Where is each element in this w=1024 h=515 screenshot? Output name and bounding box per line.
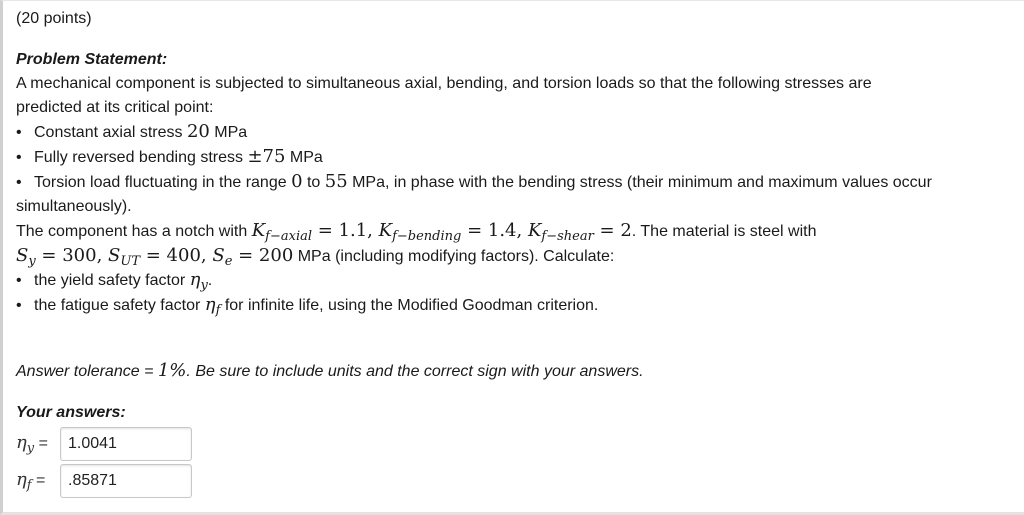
answer-row-yield — [16, 427, 192, 461]
bullet-axial-stress: • Constant axial stress 20 MPa — [16, 121, 248, 142]
fatigue-safety-factor-input[interactable]: .85871 — [60, 464, 192, 498]
bullet-icon: • — [16, 149, 22, 166]
task-fatigue-factor: • the fatigue safety factor $\eta_f$ for infinite life, using the Modified Goodman criterion. — [16, 294, 599, 318]
bullet-icon: • — [16, 174, 22, 191]
bullet-bending-stress: • Fully reversed bending stress ±75 MPa — [16, 146, 323, 167]
problem-heading: Problem Statement: — [16, 51, 168, 68]
bullet-icon: • — [16, 297, 22, 314]
answers-heading: Your answers: — [16, 404, 126, 421]
bullet-icon: • — [16, 272, 22, 289]
answer-label-yield: $\eta_y$ = — [16, 432, 48, 456]
bullet-torsion-load: • Torsion load fluctuating in the range 0 to 55 MPa, in phase with the bending stress (their minimum and maximum values occur — [16, 171, 932, 192]
bullet-torsion-continuation: simultaneously). — [16, 198, 132, 215]
bullet-icon: • — [16, 124, 22, 141]
notch-factors-line: The component has a notch with $K_{f-axial} = 1.1$, $K_{f-bending} = 1.4$, $K_{f-shear} = 2$. The material is steel with — [16, 220, 817, 244]
answer-row-fatigue — [16, 464, 192, 498]
intro-line-2: predicted at its critical point: — [16, 99, 214, 116]
material-properties-line: $S_y = 300$, $S_{UT} = 400$, $S_e = 200$ MPa (including modifying factors). Calculate: — [16, 245, 615, 269]
yield-safety-factor-input[interactable]: 1.0041 — [60, 427, 192, 461]
answer-tolerance-note: Answer tolerance = 1%. Be sure to include units and the correct sign with your answers. — [16, 360, 644, 381]
task-yield-factor: • the yield safety factor $\eta_y$. — [16, 269, 213, 293]
answer-label-fatigue: $\eta_f$ = — [16, 469, 46, 493]
intro-line-1: A mechanical component is subjected to simultaneous axial, bending, and torsion loads so that the following stresses are — [16, 75, 872, 92]
points-label: (20 points) — [16, 10, 92, 27]
